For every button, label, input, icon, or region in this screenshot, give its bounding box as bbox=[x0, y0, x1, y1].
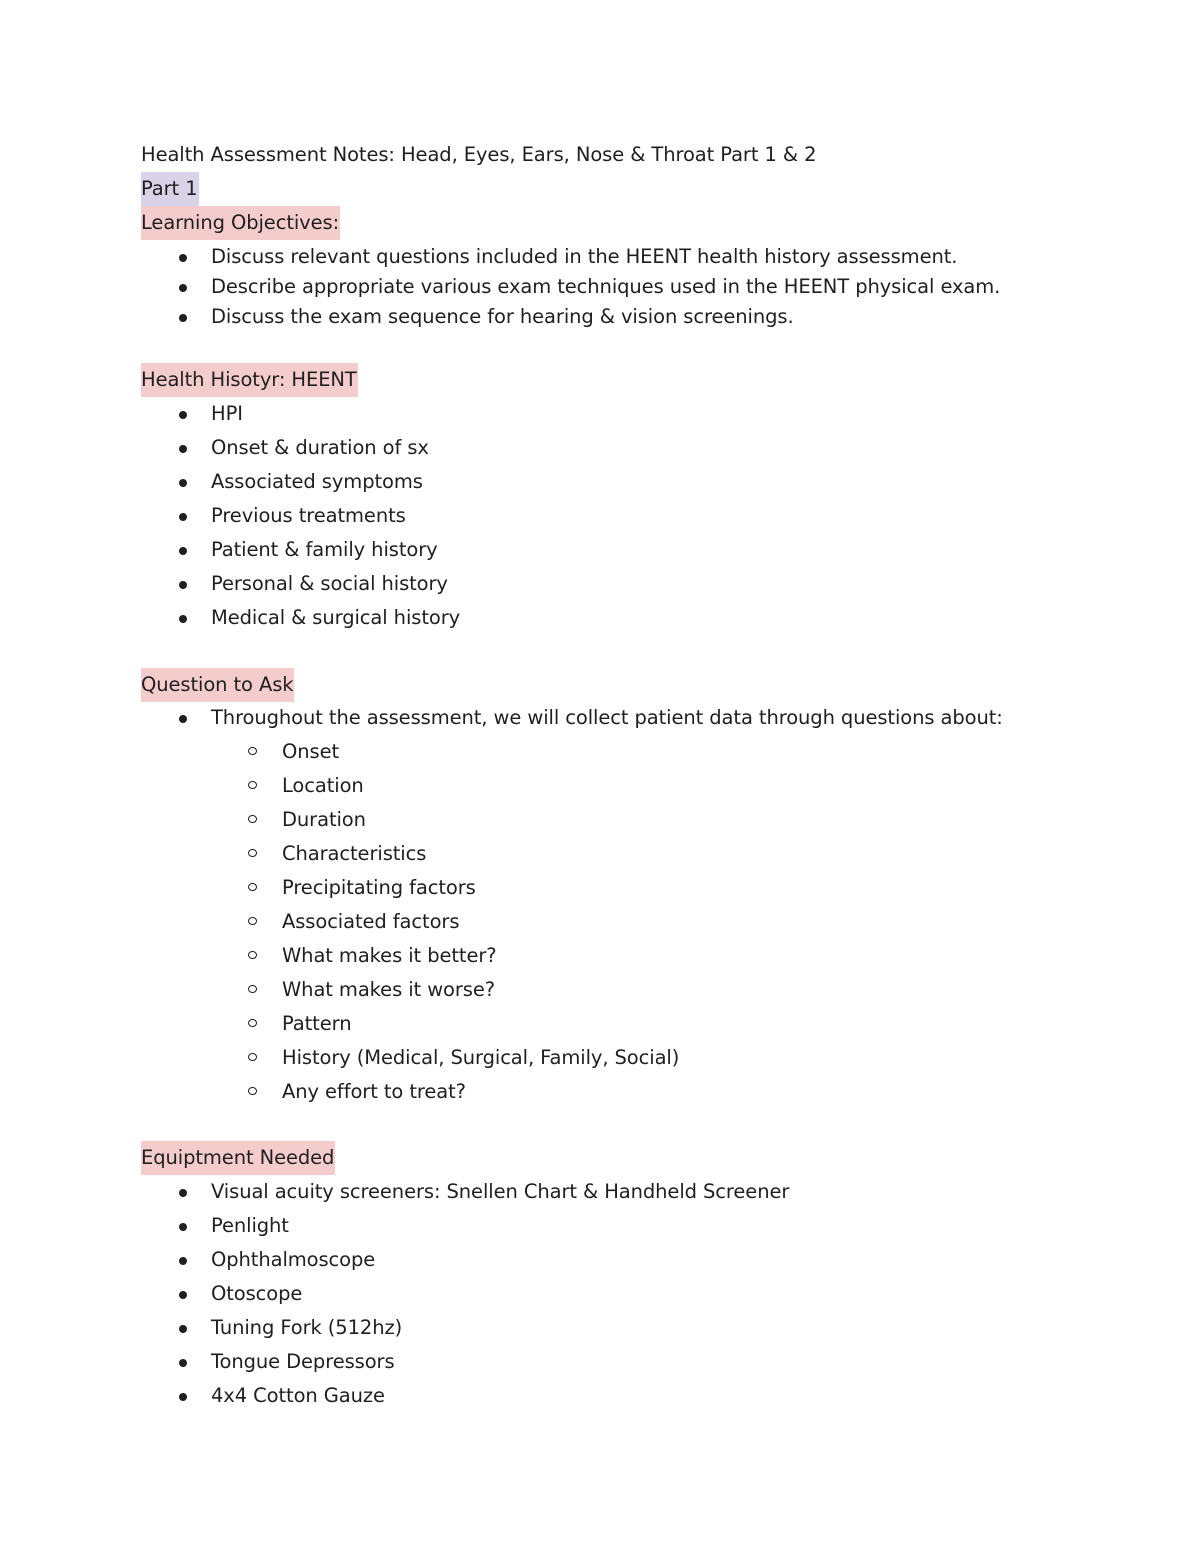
sub-bullet-icon bbox=[248, 985, 257, 993]
bullet-icon bbox=[179, 314, 187, 322]
list-item: Tuning Fork (512hz) bbox=[211, 1316, 403, 1339]
list-item: Associated symptoms bbox=[211, 470, 423, 493]
bullet-icon bbox=[179, 1325, 187, 1333]
list-item: Describe appropriate various exam techniques used in the HEENT physical exam. bbox=[211, 275, 1001, 298]
sub-list-item: Associated factors bbox=[282, 910, 460, 933]
sub-list-item: Precipitating factors bbox=[282, 876, 476, 899]
bullet-icon bbox=[179, 1223, 187, 1231]
sub-bullet-icon bbox=[248, 1087, 257, 1095]
sub-list-item: Characteristics bbox=[282, 842, 427, 865]
list-item: Previous treatments bbox=[211, 504, 406, 527]
list-item: Medical & surgical history bbox=[211, 606, 461, 629]
questions-heading-line bbox=[141, 668, 294, 702]
list-item: Discuss relevant questions included in the HEENT health history assessment. bbox=[211, 245, 958, 268]
list-item: Ophthalmoscope bbox=[211, 1248, 376, 1271]
list-item: Throughout the assessment, we will collect patient data through questions about: bbox=[211, 706, 1003, 729]
bullet-icon bbox=[179, 1189, 187, 1197]
document-title: Health Assessment Notes: Head, Eyes, Ears, Nose & Throat Part 1 & 2 bbox=[141, 143, 817, 166]
bullet-icon bbox=[179, 547, 187, 555]
list-item: Tongue Depressors bbox=[211, 1350, 395, 1373]
sub-list-item: Location bbox=[282, 774, 364, 797]
sub-list-item: What makes it worse? bbox=[282, 978, 495, 1001]
sub-bullet-icon bbox=[248, 951, 257, 959]
sub-list-item: Pattern bbox=[282, 1012, 352, 1035]
learning-objectives-heading: Learning Objectives: bbox=[141, 206, 340, 240]
sub-list-item: What makes it better? bbox=[282, 944, 497, 967]
sub-bullet-icon bbox=[248, 1019, 257, 1027]
bullet-icon bbox=[179, 615, 187, 623]
learning-objectives-heading-line bbox=[141, 206, 340, 240]
list-item: Discuss the exam sequence for hearing & vision screenings. bbox=[211, 305, 794, 328]
bullet-icon bbox=[179, 284, 187, 292]
list-item: 4x4 Cotton Gauze bbox=[211, 1384, 385, 1407]
bullet-icon bbox=[179, 1291, 187, 1299]
list-item: Patient & family history bbox=[211, 538, 438, 561]
sub-bullet-icon bbox=[248, 781, 257, 789]
bullet-icon bbox=[179, 581, 187, 589]
sub-list-item: Onset bbox=[282, 740, 340, 763]
bullet-icon bbox=[179, 1257, 187, 1265]
health-history-heading-line bbox=[141, 363, 358, 397]
bullet-icon bbox=[179, 715, 187, 723]
sub-list-item: Any effort to treat? bbox=[282, 1080, 466, 1103]
equipment-heading-line bbox=[141, 1141, 335, 1175]
list-item: HPI bbox=[211, 402, 243, 425]
bullet-icon bbox=[179, 445, 187, 453]
bullet-icon bbox=[179, 411, 187, 419]
sub-bullet-icon bbox=[248, 747, 257, 755]
bullet-icon bbox=[179, 254, 187, 262]
sub-bullet-icon bbox=[248, 883, 257, 891]
health-history-heading: Health Hisotyr: HEENT bbox=[141, 363, 358, 397]
part-label: Part 1 bbox=[141, 172, 199, 206]
sub-list-item: History (Medical, Surgical, Family, Social) bbox=[282, 1046, 680, 1069]
part-label-line bbox=[141, 172, 199, 206]
equipment-heading: Equiptment Needed bbox=[141, 1141, 335, 1175]
list-item: Onset & duration of sx bbox=[211, 436, 429, 459]
sub-bullet-icon bbox=[248, 849, 257, 857]
sub-bullet-icon bbox=[248, 1053, 257, 1061]
questions-heading: Question to Ask bbox=[141, 668, 294, 702]
bullet-icon bbox=[179, 1359, 187, 1367]
sub-list-item: Duration bbox=[282, 808, 366, 831]
sub-bullet-icon bbox=[248, 917, 257, 925]
bullet-icon bbox=[179, 513, 187, 521]
list-item: Visual acuity screeners: Snellen Chart & Handheld Screener bbox=[211, 1180, 790, 1203]
list-item: Otoscope bbox=[211, 1282, 303, 1305]
list-item: Penlight bbox=[211, 1214, 289, 1237]
bullet-icon bbox=[179, 1393, 187, 1401]
list-item: Personal & social history bbox=[211, 572, 448, 595]
bullet-icon bbox=[179, 479, 187, 487]
sub-bullet-icon bbox=[248, 815, 257, 823]
